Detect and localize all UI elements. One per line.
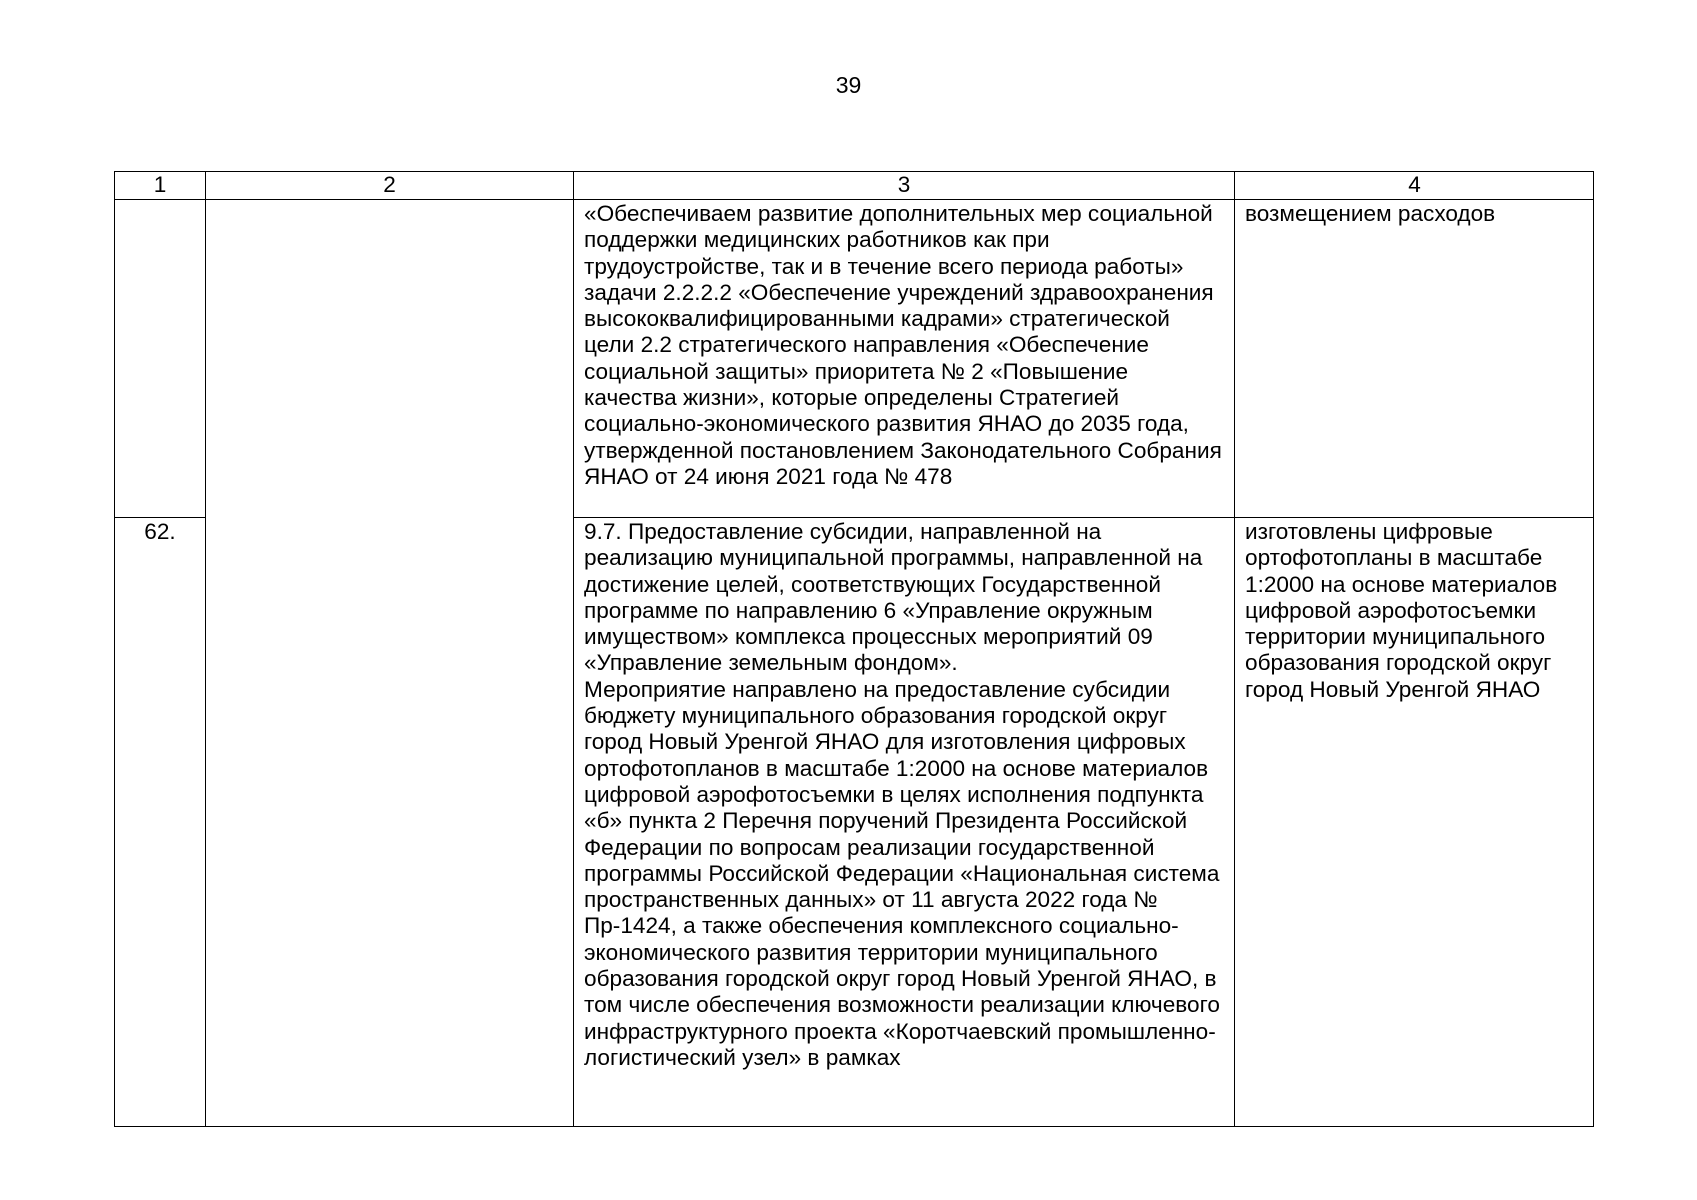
table-cell-result: изготовлены цифровые ортофотопланы в масштабе 1:2000 на основе материалов цифровой аэрофотосъемки территории муниципального образования городской округ город Новый Уренгой ЯНАО bbox=[1234, 517, 1594, 1126]
row-number-cell bbox=[114, 199, 205, 517]
table-cell-result: возмещением расходов bbox=[1234, 199, 1594, 517]
page-number: 39 bbox=[835, 72, 862, 98]
document-table bbox=[114, 171, 1594, 1127]
description-paragraph: «Обеспечиваем развитие дополнительных мер социальной поддержки медицинских работников как при трудоустройстве, так и в течение всего периода работы» задачи 2.2.2.2 «Обеспечение учреждений здравоохранения высококвалифицированными кадрами» стратегической цели 2.2 стратегического направления «Обеспечение социальной защиты» приоритета № 2 «Повышение качества жизни», которые определены Стратегией социально-экономического развития ЯНАО до 2035 года, утвержденной постановлением Законодательного Собрания ЯНАО от 24 июня 2021 года № 478 bbox=[584, 201, 1222, 489]
table-cell-description bbox=[573, 199, 1234, 517]
description-paragraph: 9.7. Предоставление субсидии, направленной на реализацию муниципальной программы, направленной на достижение целей, соответствующих Государственной программе по направлению 6 «Управление окружным имуществом» комплекса процессных мероприятий 09 «Управление земельным фондом». bbox=[584, 519, 1203, 676]
column-header-2: 2 bbox=[205, 171, 573, 199]
table-cell-col2-merged bbox=[205, 199, 573, 1126]
table-cell-description bbox=[573, 517, 1234, 1126]
column-header-4: 4 bbox=[1234, 171, 1594, 199]
column-header-3: 3 bbox=[573, 171, 1234, 199]
description-paragraph: Мероприятие направлено на предоставление субсидии бюджету муниципального образования городской округ город Новый Уренгой ЯНАО для изготовления цифровых ортофотопланов в масштабе 1:2000 на основе материалов цифровой аэрофотосъемки в целях исполнения подпункта «б» пункта 2 Перечня поручений Президента Российской Федерации по вопросам реализации государственной программы Российской Федерации «Национальная система пространственных данных» от 11 августа 2022 года № Пр-1424, а также обеспечения комплексного социально-экономического развития территории муниципального образования городской округ город Новый Уренгой ЯНАО, в том числе обеспечения возможности реализации ключевого инфраструктурного проекта «Коротчаевский промышленно-логистический узел» в рамках bbox=[584, 676, 1220, 1070]
row-number-cell: 62. bbox=[114, 517, 205, 1126]
column-header-1: 1 bbox=[114, 171, 205, 199]
